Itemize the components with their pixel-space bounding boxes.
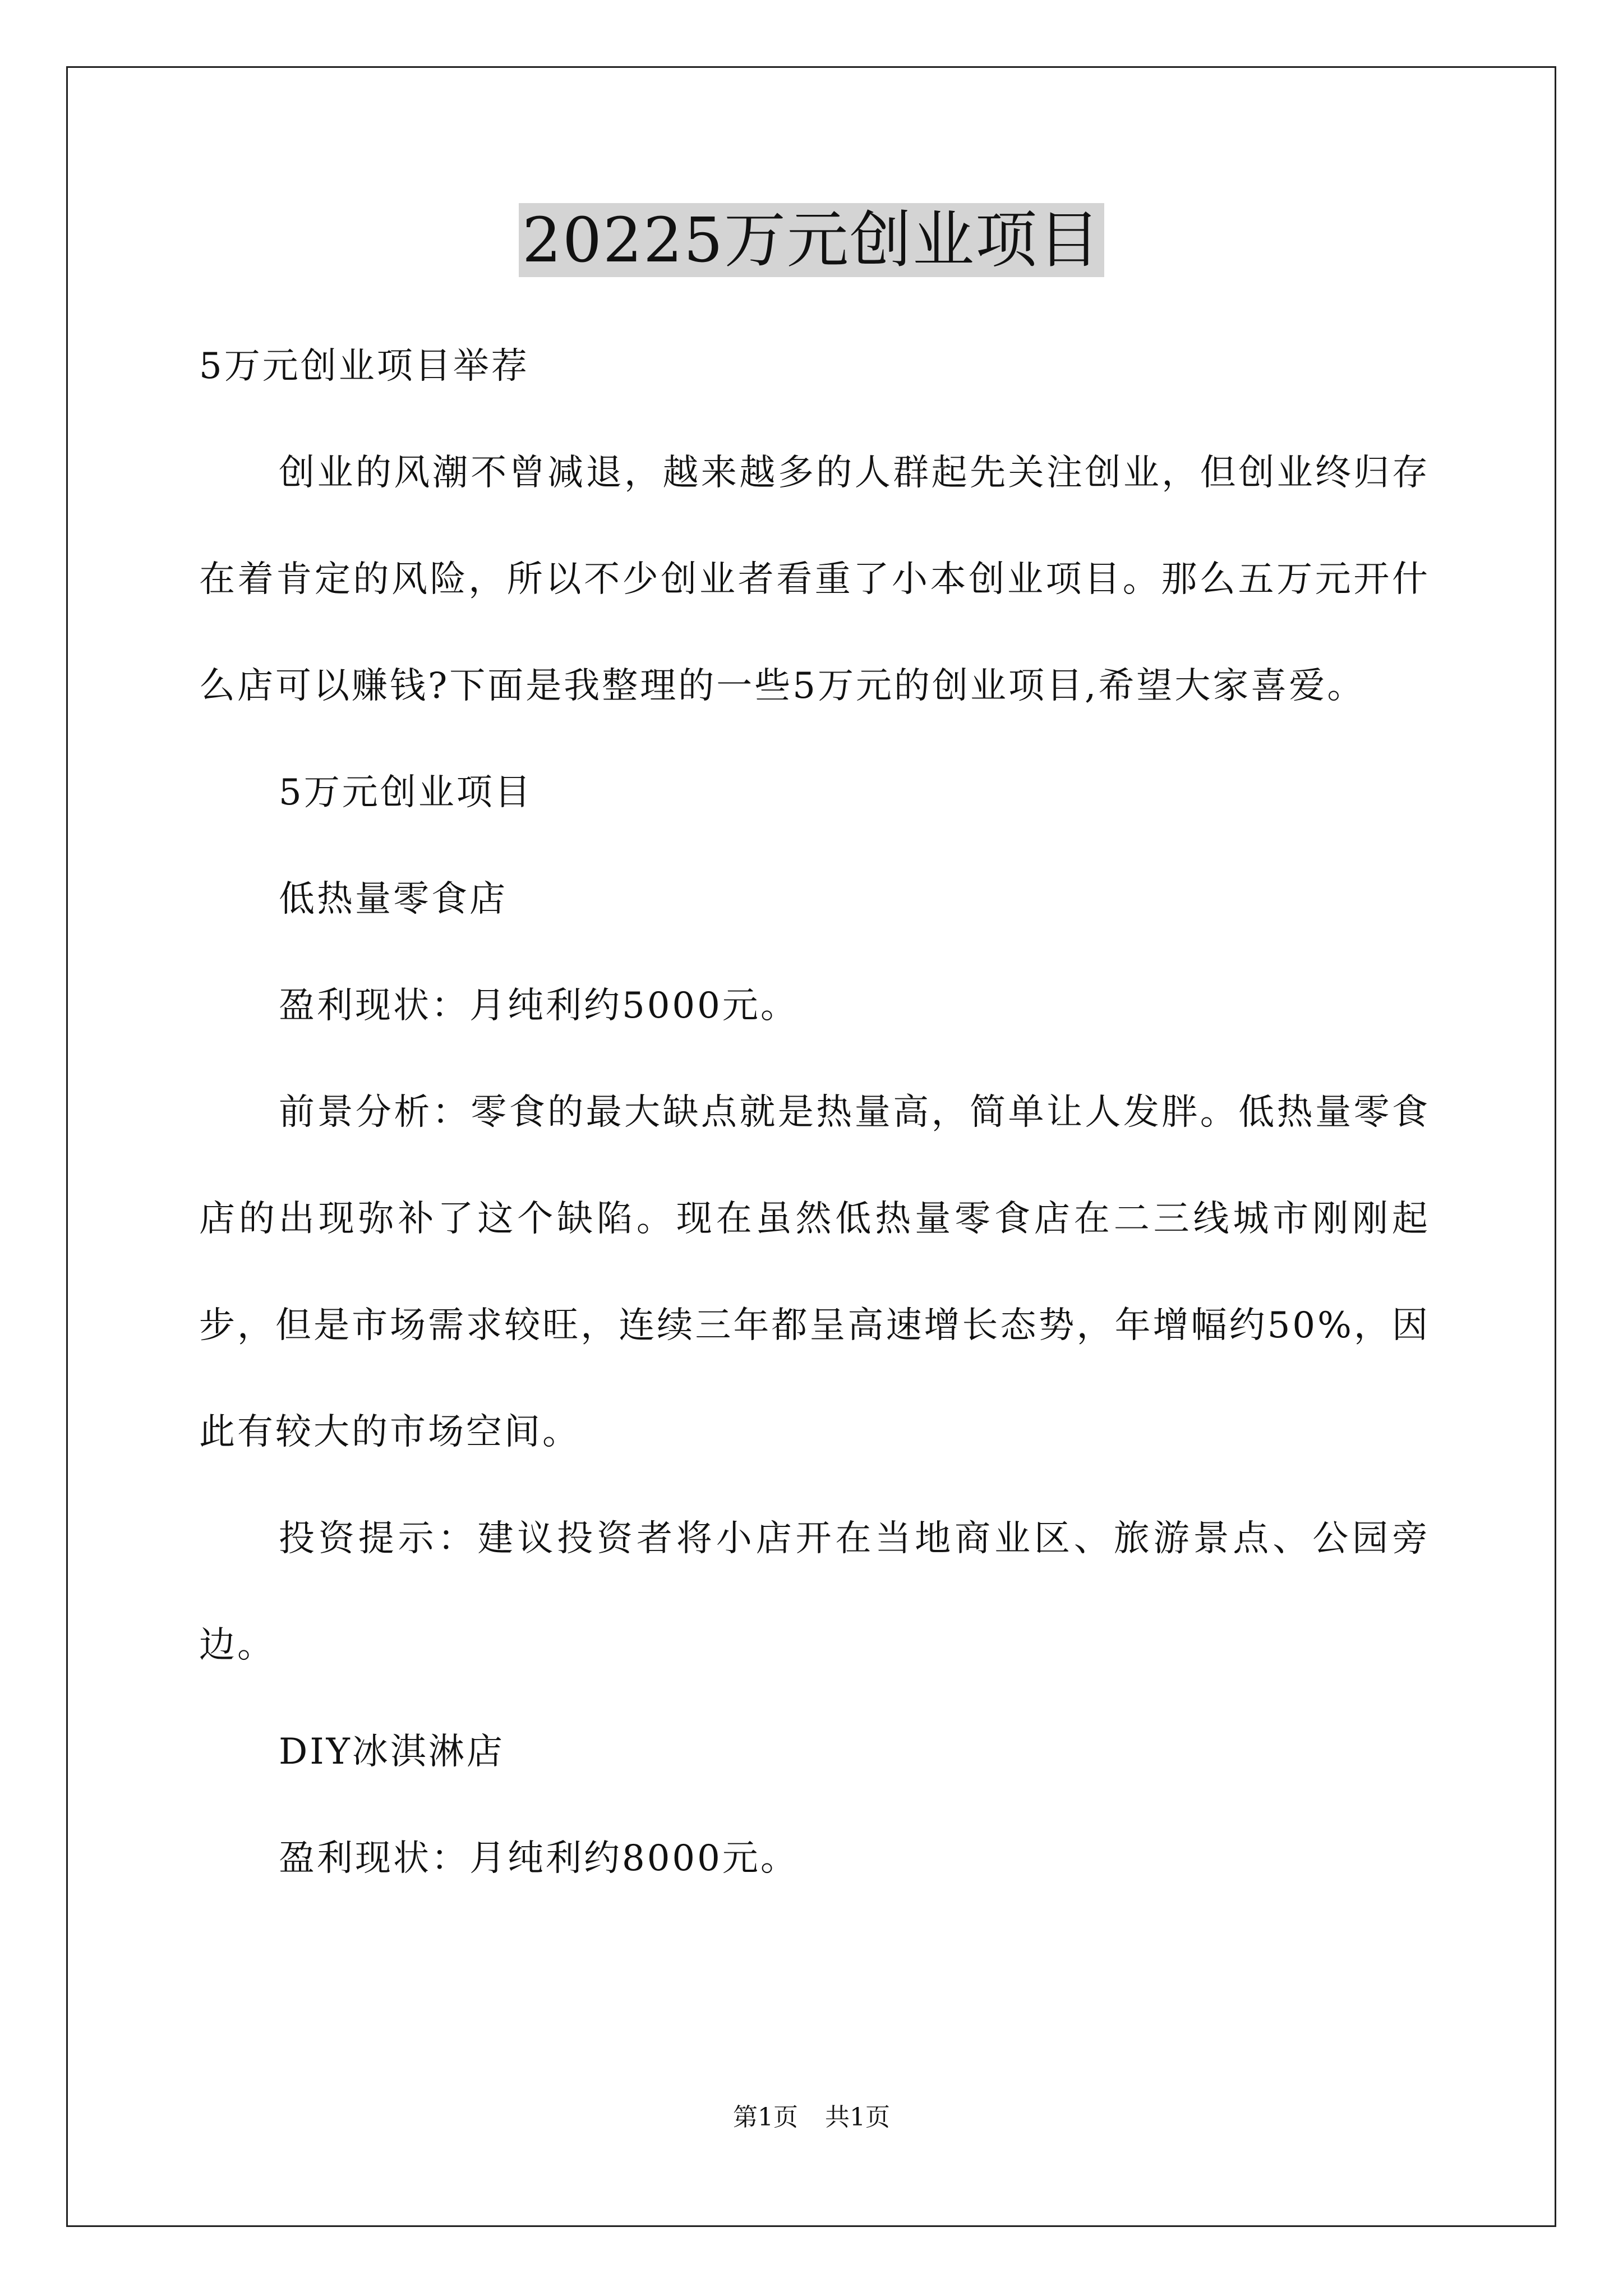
outlook-analysis-snack-shop: 前景分析：零食的最大缺点就是热量高，简单让人发胖。低热量零食店的出现弥补了这个缺陷。现在虽然低热量零食店在二三线城市刚刚起步，但是市场需求较旺，连续三年都呈高速增长态势，年增幅约50%，因此有较大的市场空间。 [199,1092,1430,1453]
item-heading-snack-shop: 低热量零食店 [279,878,508,920]
page-footer [0,2101,1623,2134]
investment-tip-snack-shop: 投资提示：建议投资者将小店开在当地商业区、旅游景点、公园旁边。 [199,1518,1430,1666]
intro-paragraph: 创业的风潮不曾减退，越来越多的人群起先关注创业，但创业终归存在着肯定的风险，所以不少创业者看重了小本创业项目。那么五万元开什么店可以赚钱?下面是我整理的一些5万元的创业项目,希望大家喜爱。 [199,452,1430,707]
page-number: 第1页 [733,2103,798,2132]
section-heading: 5万元创业项目 [279,772,533,813]
profit-status-snack-shop: 盈利现状：月纯利约5000元。 [279,985,799,1027]
page-total: 共1页 [825,2103,890,2132]
title-container [0,203,1623,277]
document-body [199,313,1430,1912]
subtitle: 5万元创业项目举荐 [199,346,529,387]
profit-status-ice-cream-shop: 盈利现状：月纯利约8000元。 [279,1838,799,1879]
item-heading-ice-cream-shop: DIY冰淇淋店 [279,1731,505,1773]
document-title: 20225万元创业项目 [519,203,1104,277]
